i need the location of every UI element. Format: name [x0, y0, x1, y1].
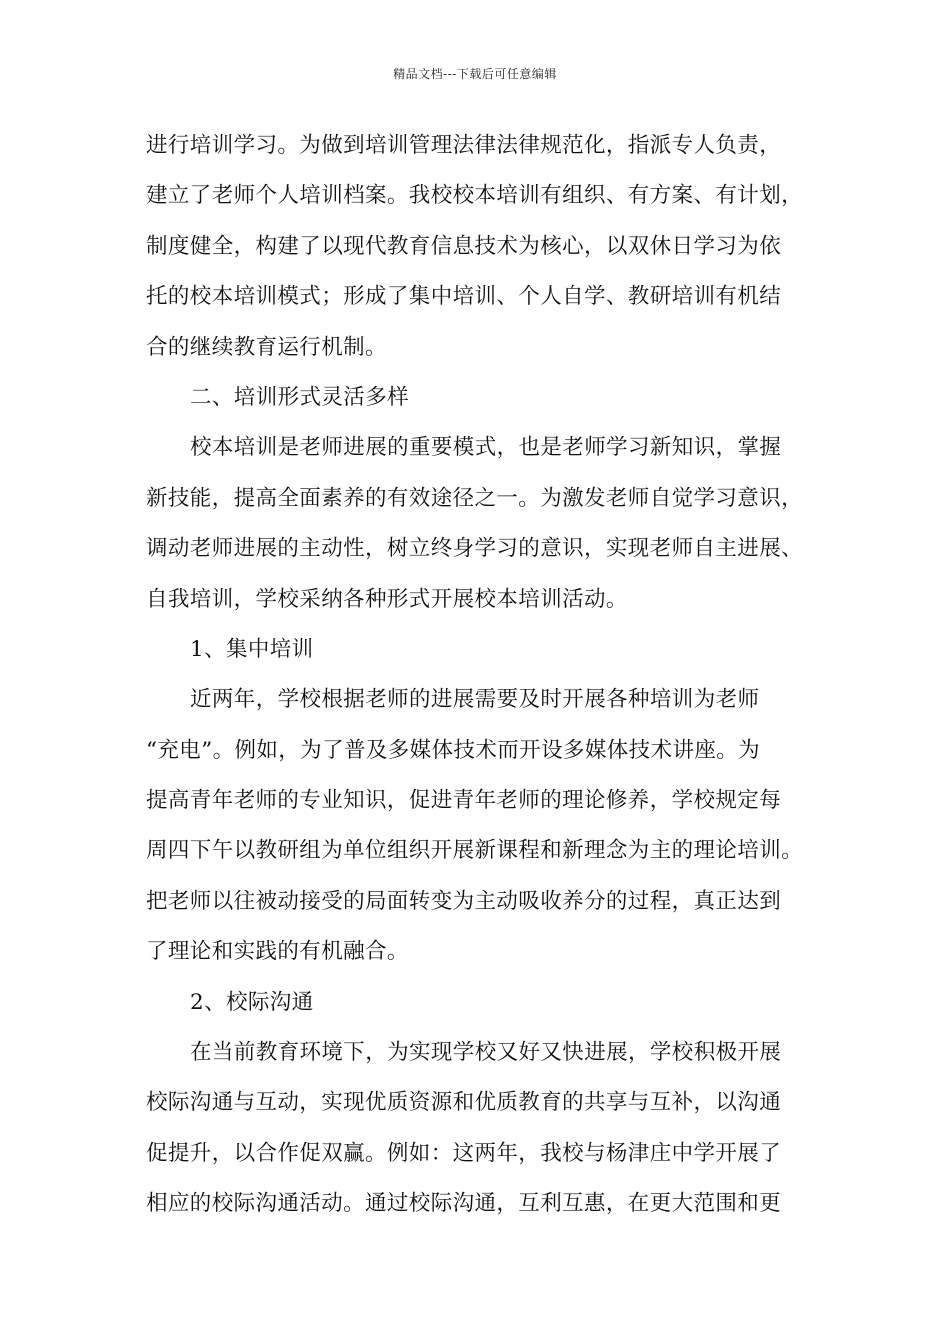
- text-line: 新技能，提高全面素养的有效途径之一。为激发老师自觉学习意识，: [146, 485, 804, 511]
- page-header: 精品文档---下载后可任意编辑: [393, 67, 557, 81]
- text-line: 建立了老师个人培训档案。我校校本培训有组织、有方案、有计划，: [146, 183, 804, 209]
- text-line: 周四下午以教研组为单位组织开展新课程和新理念为主的理论培训。: [146, 838, 804, 864]
- section-heading: 二、培训形式灵活多样: [190, 384, 410, 410]
- subsection-heading: 2、校际沟通: [190, 989, 314, 1015]
- text-line: 了理论和实践的有机融合。: [146, 939, 409, 965]
- document-body: [146, 128, 810, 1237]
- text-line: 自我培训，学校采纳各种形式开展校本培训活动。: [146, 586, 628, 612]
- text-line: 相应的校际沟通活动。通过校际沟通，互利互惠，在更大范围和更: [146, 1191, 782, 1217]
- text-line: 托的校本培训模式；形成了集中培训、个人自学、教研培训有机结: [146, 284, 782, 310]
- text-line: 校本培训是老师进展的重要模式，也是老师学习新知识，掌握: [190, 435, 782, 461]
- text-line: 合的继续教育运行机制。: [146, 334, 387, 360]
- text-line: 校际沟通与互动，实现优质资源和优质教育的共享与互补，以沟通: [146, 1090, 782, 1116]
- subsection-heading: 1、集中培训: [190, 636, 314, 662]
- text-line: 促提升，以合作促双赢。例如：这两年，我校与杨津庄中学开展了: [146, 1140, 782, 1166]
- text-line: 在当前教育环境下，为实现学校又好又快进展，学校积极开展: [190, 1040, 782, 1066]
- text-line: 制度健全，构建了以现代教育信息技术为核心，以双休日学习为依: [146, 233, 782, 259]
- text-line: 调动老师进展的主动性，树立终身学习的意识，实现老师自主进展、: [146, 536, 804, 562]
- text-line: 把老师以往被动接受的局面转变为主动吸收养分的过程，真正达到: [146, 888, 782, 914]
- text-line: 提高青年老师的专业知识，促进青年老师的理论修养，学校规定每: [146, 788, 782, 814]
- text-line: 进行培训学习。为做到培训管理法律法律规范化，指派专人负责，: [146, 133, 782, 158]
- text-line: 近两年，学校根据老师的进展需要及时开展各种培训为老师: [190, 687, 760, 713]
- text-line: “充电”。例如，为了普及多媒体技术而开设多媒体技术讲座。为: [146, 737, 761, 763]
